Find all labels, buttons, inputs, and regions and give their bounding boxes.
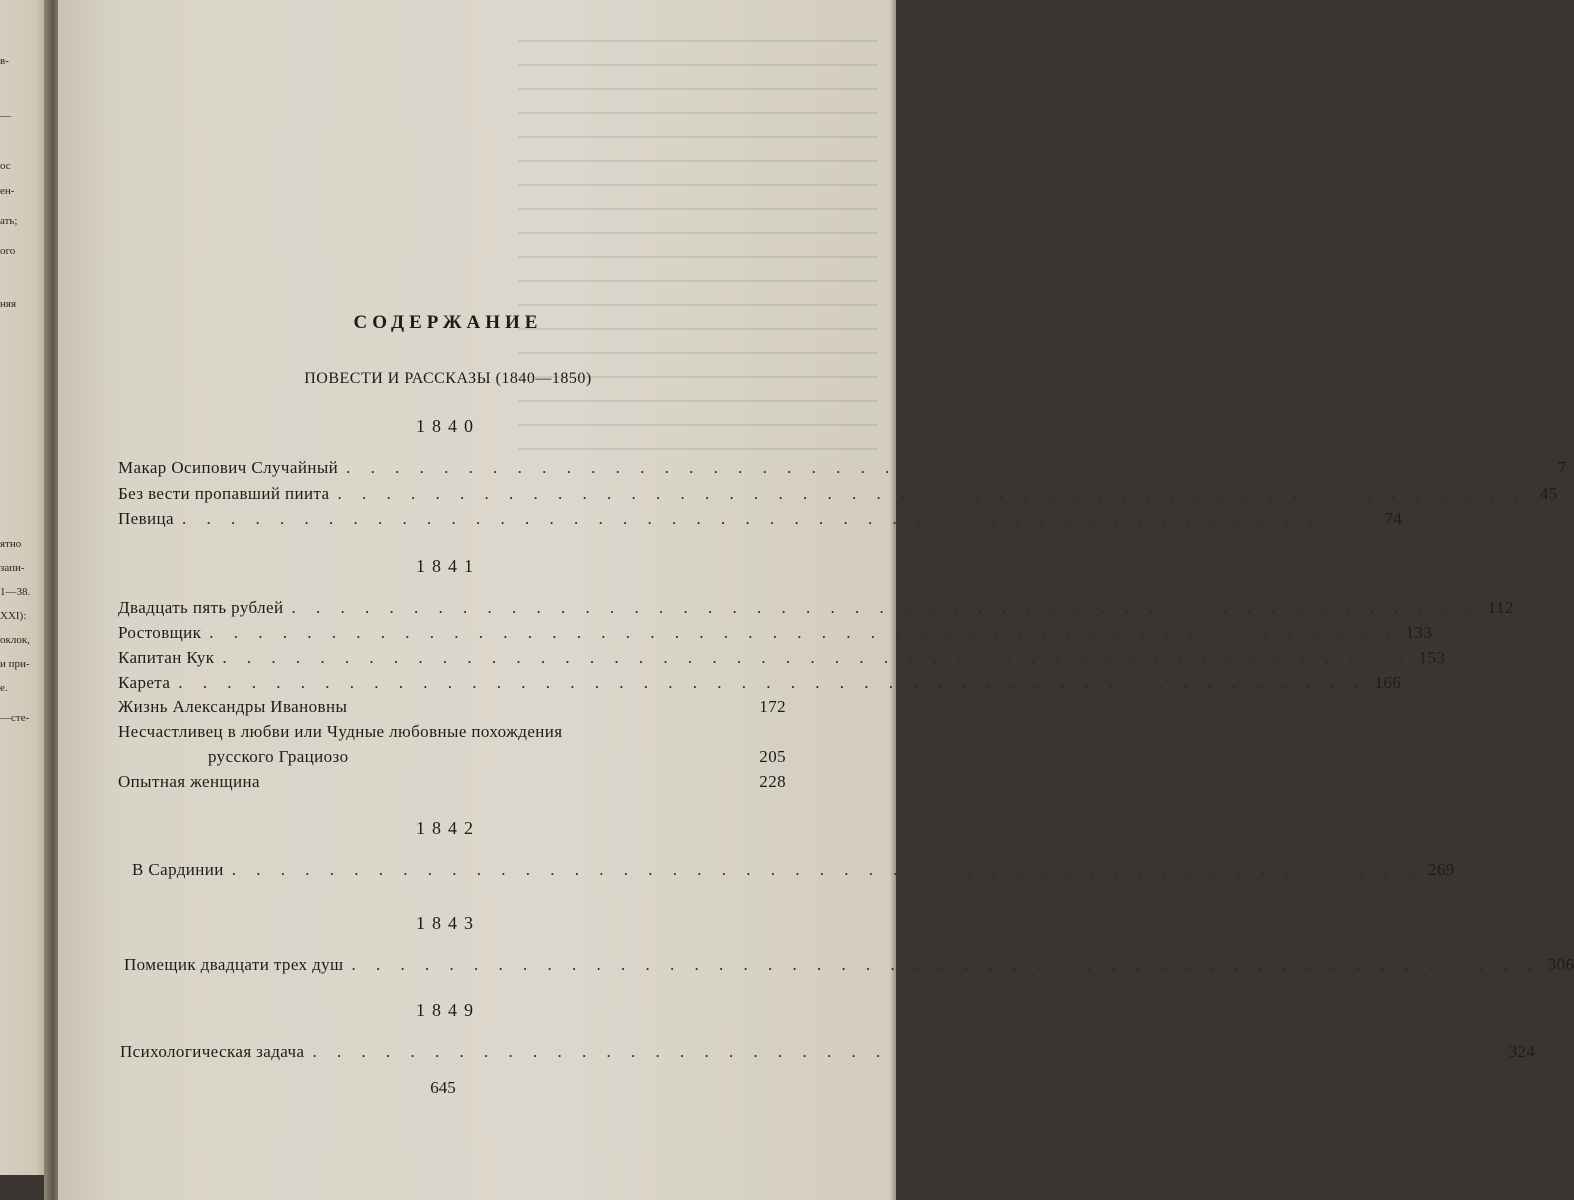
toc-entry: [124, 955, 1574, 979]
toc-entry: [118, 484, 1558, 508]
leader-dots: . . . . . . . . . . . . . . . . . . . . . . . . . . . . . . . . . . . . . . . . . . . . . . . . .: [351, 955, 1540, 974]
entry-page: 228: [759, 772, 786, 791]
left-page-fragment: ать;: [0, 215, 18, 227]
leader-dots: . . . . . . . . . . . . . . . . . . . . . . . . . . . . . . . . . . . . . . . . . . . . . . . . .: [178, 673, 1367, 692]
entry-title: Певица: [118, 509, 174, 528]
entry-title: Опытная женщина: [118, 772, 260, 791]
entry-page: 74: [1384, 509, 1403, 528]
entry-page: 153: [1418, 648, 1446, 667]
page-number: 645: [430, 1078, 456, 1097]
entry-page: 172: [759, 697, 786, 716]
entry-title: В Сардинии: [132, 860, 224, 879]
left-page-fragment: 1—38.: [0, 586, 31, 598]
entry-title: Капитан Кук: [118, 648, 215, 667]
entry-title: Без вести пропавший пиита: [118, 484, 330, 503]
entry-page: 7: [1557, 458, 1567, 477]
left-page-fragment: и при-: [0, 658, 30, 670]
toc-entry: [118, 772, 786, 796]
leader-dots: . . . . . . . . . . . . . . . . . . . . . . . . . . . . . . . . . . . . . . . . . . . . . . . . .: [222, 648, 1411, 667]
leader-dots: . . . . . . . . . . . . . . . . . . . . . . . . . . . . . . . . . . . . . . . . . . . . . . . . .: [337, 484, 1526, 503]
toc-entry: [118, 648, 1446, 672]
toc-entry: [118, 623, 1433, 647]
left-page-fragment: запи-: [0, 562, 25, 574]
year-heading: 1840: [416, 416, 480, 436]
entry-title: Помещик двадцати трех душ: [124, 955, 344, 974]
entry-page: 166: [1374, 673, 1402, 692]
left-page-fragment: XXI):: [0, 610, 27, 622]
entry-title: Ростовщик: [118, 623, 202, 642]
entry-title: Психологическая задача: [120, 1042, 305, 1061]
left-page-fragment: ен-: [0, 185, 15, 197]
left-page-fragment: в-: [0, 55, 9, 67]
entry-page: 324: [1508, 1042, 1536, 1061]
left-page-fragment: няя: [0, 298, 17, 310]
year-heading: 1841: [416, 556, 480, 576]
left-page-fragment: оклок,: [0, 634, 30, 646]
leader-dots: . . . . . . . . . . . . . . . . . . . . . . . . . . . . . . . . . . . . . . . . . . . . . . . . .: [231, 860, 1421, 879]
entry-title: Двадцать пять рублей: [118, 598, 284, 617]
left-page-fragment: ос: [0, 160, 11, 172]
toc-entry: [120, 1042, 1536, 1066]
entry-title-line1: Несчастливец в любви или Чудные любовные похождения: [118, 722, 563, 741]
toc-entry: [118, 509, 1403, 533]
toc-entry: [208, 747, 786, 771]
entry-title: Макар Осипович Случайный: [118, 458, 339, 477]
entry-title: Жизнь Александры Ивановны: [118, 697, 348, 716]
entry-title-line2: русского Грациозо: [208, 747, 349, 766]
toc-entry: [118, 673, 1402, 697]
toc-entry: [118, 598, 1514, 622]
entry-page: 306: [1547, 955, 1574, 974]
year-heading: 1842: [416, 818, 480, 838]
leader-dots: . . . . . . . . . . . . . . . . . . . . . . . . . . . . . . . . . . . . . . . . . . . . . . . . .: [182, 509, 1371, 528]
toc-entry: [118, 458, 1567, 482]
leader-dots: . . . . . . . . . . . . . . . . . . . . . . . . . . . . . . . . . . . . . . . . . . . . . . . . .: [209, 623, 1398, 642]
section-title: ПОВЕСТИ И РАССКАЗЫ (1840—1850): [304, 370, 592, 387]
entry-page: 269: [1428, 860, 1455, 879]
left-page-fragment: ятно: [0, 538, 22, 550]
entry-page: 112: [1487, 598, 1514, 617]
year-heading: 1843: [416, 913, 480, 933]
toc-entry: [118, 697, 786, 721]
leader-dots: . . . . . . . . . . . . . . . . . . . . . . . . . . . . . . . . . . . . . . . . . . . . . . . . .: [346, 458, 1535, 477]
left-page-fragment: —: [0, 110, 11, 122]
entry-page: 133: [1405, 623, 1433, 642]
book-page: [58, 0, 1574, 1200]
left-page-fragment: е.: [0, 682, 8, 694]
leader-dots: . . . . . . . . . . . . . . . . . . . . . . . . . . . . . . . . . . . . . . . . . . . . . . . . .: [312, 1042, 1501, 1061]
entry-page: 205: [759, 747, 786, 766]
left-page-fragment: —сте-: [0, 712, 30, 724]
year-heading: 1849: [416, 1000, 480, 1020]
entry-page: 45: [1539, 484, 1558, 503]
leader-dots: . . . . . . . . . . . . . . . . . . . . . . . . . . . . . . . . . . . . . . . . . . . . . . . . .: [291, 598, 1480, 617]
entry-title: Карета: [118, 673, 171, 692]
toc-entry: [132, 860, 1455, 884]
left-page-fragment: ого: [0, 245, 16, 257]
toc-title: СОДЕРЖАНИЕ: [353, 312, 543, 333]
